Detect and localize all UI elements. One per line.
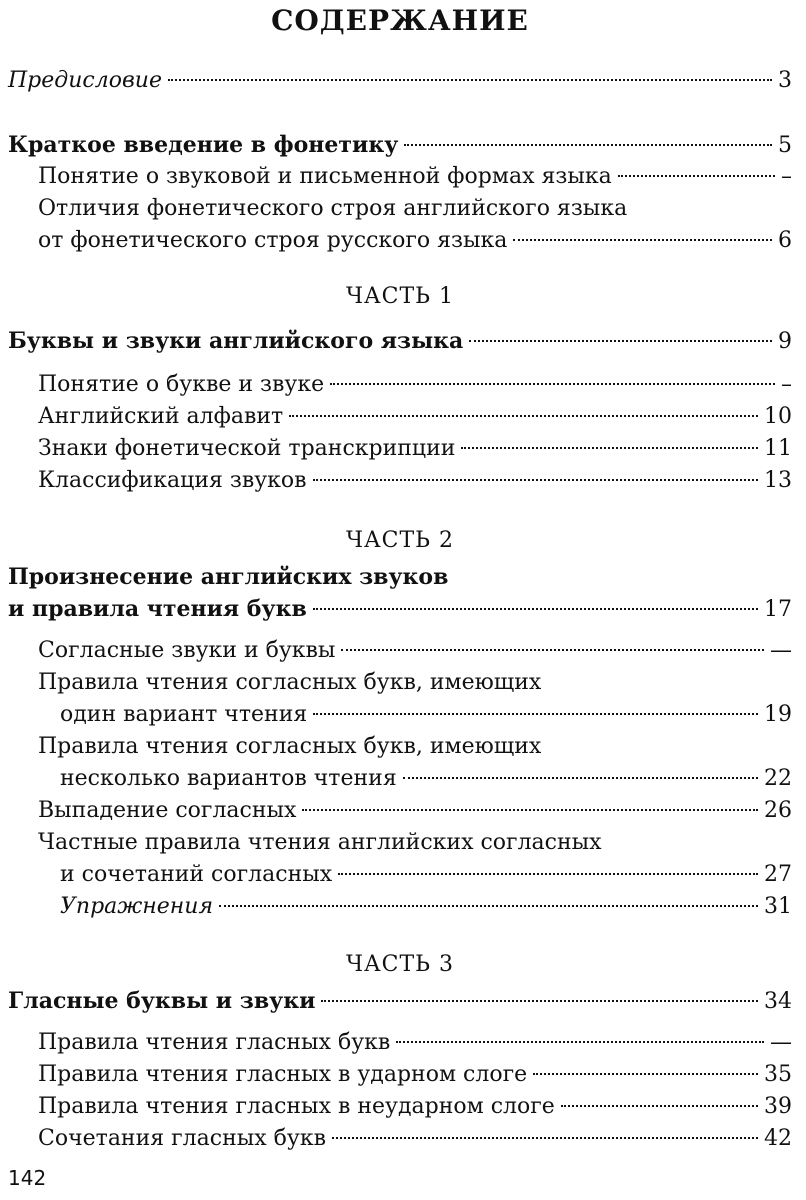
- entry-label: Знаки фонетической транскрипции: [38, 436, 456, 461]
- dot-leader: [533, 1073, 758, 1075]
- entry-label-line1: Правила чтения согласных букв, имеющих: [38, 734, 542, 759]
- toc-section-part3: [8, 986, 792, 1017]
- entry-label-line1: Частные правила чтения английских согласных: [38, 830, 602, 855]
- entry-label-line1: Отличия фонетического строя английского языка: [38, 196, 628, 221]
- entry-page: 19: [764, 702, 792, 727]
- toc-entry: [60, 860, 792, 890]
- dot-leader: [618, 175, 775, 177]
- dot-leader: [561, 1105, 758, 1107]
- part-heading-3: ЧАСТЬ 3: [346, 952, 454, 977]
- toc-entry: [38, 466, 792, 496]
- dot-leader: [302, 809, 758, 811]
- entry-label: Выпадение согласных: [38, 798, 297, 823]
- entry-page: 10: [764, 404, 792, 429]
- entry-page: 22: [764, 766, 792, 791]
- dot-leader: [168, 79, 772, 81]
- section-page: 9: [778, 329, 792, 354]
- entry-page: –: [781, 164, 792, 189]
- dot-leader: [338, 873, 758, 875]
- entry-label: Понятие о звуковой и письменной формах языка: [38, 164, 612, 189]
- entry-label: несколько вариантов чтения: [60, 766, 397, 791]
- page-number: 142: [8, 1166, 47, 1190]
- toc-entry: [38, 636, 792, 666]
- toc-entry: [38, 1124, 792, 1154]
- dot-leader: [321, 1000, 758, 1002]
- section-label: и правила чтения букв: [8, 596, 307, 622]
- dot-leader: [513, 239, 772, 241]
- toc-entry: [38, 402, 792, 432]
- entry-page: —: [770, 638, 792, 663]
- entry-page: 27: [764, 862, 792, 887]
- entry-label: от фонетического строя русского языка: [38, 228, 508, 253]
- entry-label: Классификация звуков: [38, 468, 307, 493]
- entry-label: Предисловие: [8, 68, 162, 93]
- toc-entry: [38, 226, 792, 256]
- toc-section-part1: [8, 326, 792, 357]
- entry-page: 6: [778, 228, 792, 253]
- entry-page: 42: [764, 1126, 792, 1151]
- dot-leader: [461, 447, 758, 449]
- toc-entry-exercises: [60, 892, 792, 922]
- entry-label: Английский алфавит: [38, 404, 284, 429]
- dot-leader: [219, 905, 758, 907]
- entry-label-line1: Правила чтения согласных букв, имеющих: [38, 670, 542, 695]
- entry-label: Сочетания гласных букв: [38, 1126, 326, 1151]
- page-title: СОДЕРЖАНИЕ: [271, 4, 529, 37]
- toc-entry-preface: [8, 66, 792, 96]
- toc-page: [8, 0, 792, 1200]
- entry-page: 11: [764, 436, 792, 461]
- section-label: Буквы и звуки английского языка: [8, 328, 464, 354]
- dot-leader: [341, 649, 764, 651]
- entry-page: 31: [764, 894, 792, 919]
- entry-page: –: [781, 372, 792, 397]
- section-label-line1: Произнесение английских звуков: [8, 564, 449, 590]
- entry-page: 3: [778, 68, 792, 93]
- entry-page: 26: [764, 798, 792, 823]
- entry-page: —: [770, 1030, 792, 1055]
- entry-page: 39: [764, 1094, 792, 1119]
- section-page: 17: [764, 597, 792, 622]
- entry-page: 13: [764, 468, 792, 493]
- toc-entry: [38, 796, 792, 826]
- part-heading-1: ЧАСТЬ 1: [346, 284, 454, 309]
- dot-leader: [403, 777, 758, 779]
- part-heading-2: ЧАСТЬ 2: [346, 528, 454, 553]
- toc-entry: [38, 1092, 792, 1122]
- section-page: 34: [764, 989, 792, 1014]
- entry-label: Правила чтения гласных в неударном слоге: [38, 1094, 555, 1119]
- toc-entry: [38, 1028, 792, 1058]
- dot-leader: [330, 383, 775, 385]
- toc-entry: [60, 764, 792, 794]
- toc-entry: [38, 370, 792, 400]
- dot-leader: [313, 479, 758, 481]
- toc-entry: [60, 700, 792, 730]
- toc-section-part2: [8, 594, 792, 625]
- entry-label: Согласные звуки и буквы: [38, 638, 336, 663]
- entry-label: Понятие о букве и звуке: [38, 372, 325, 397]
- entry-label: Упражнения: [60, 894, 214, 919]
- section-page: 5: [778, 133, 792, 158]
- entry-page: 35: [764, 1062, 792, 1087]
- section-label: Краткое введение в фонетику: [8, 132, 399, 158]
- dot-leader: [313, 713, 758, 715]
- section-label: Гласные буквы и звуки: [8, 988, 316, 1014]
- toc-entry: [38, 434, 792, 464]
- toc-section-intro: [8, 130, 792, 161]
- dot-leader: [396, 1041, 764, 1043]
- toc-entry: [38, 1060, 792, 1090]
- dot-leader: [404, 144, 772, 146]
- dot-leader: [313, 608, 758, 610]
- entry-label: Правила чтения гласных букв: [38, 1030, 391, 1055]
- dot-leader: [332, 1137, 758, 1139]
- dot-leader: [469, 340, 772, 342]
- entry-label: и сочетаний согласных: [60, 862, 333, 887]
- toc-entry: [38, 162, 792, 192]
- dot-leader: [289, 415, 758, 417]
- entry-label: Правила чтения гласных в ударном слоге: [38, 1062, 528, 1087]
- entry-label: один вариант чтения: [60, 702, 308, 727]
